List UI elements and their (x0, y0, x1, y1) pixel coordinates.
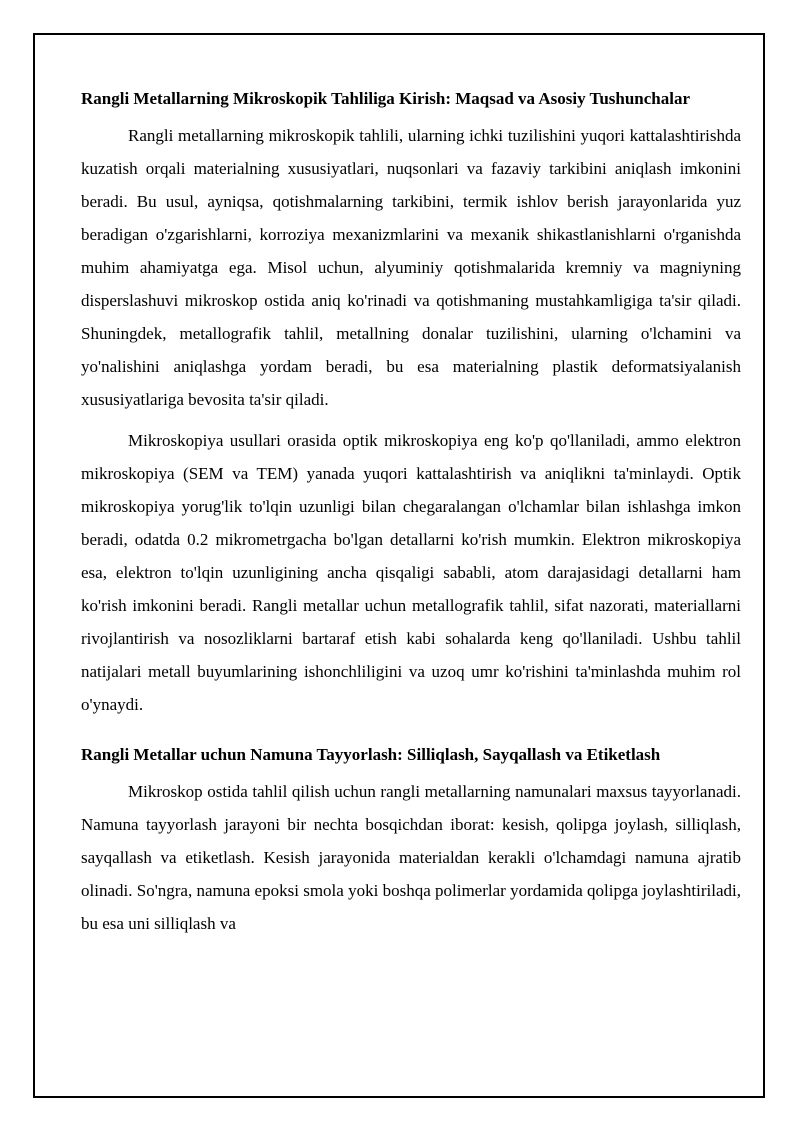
section-heading-introduction: Rangli Metallarning Mikroskopik Tahliliga Kirish: Maqsad va Asosiy Tushunchalar (81, 89, 691, 108)
paragraph-sample-preparation-1: Mikroskop ostida tahlil qilish uchun rangli metallarning namunalari maxsus tayyorlanadi. Namuna tayyorlash jarayoni bir nechta bosqichdan iborat: kesish, qolipga joylash, silliqlash, sayqallash va etiketlash. Kesish jarayonida materialdan kerakli o'lchamdagi namuna ajratib olinadi. So'ngra, namuna epoksi smola yoki boshqa polimerlar yordamida qolipga joylashtiriladi, bu esa uni silliqlash va (81, 782, 741, 933)
paragraph-introduction-1: Rangli metallarning mikroskopik tahlili, ularning ichki tuzilishini yuqori kattalashtirishda kuzatish orqali materialning xususiyatlari, nuqsonlari va fazaviy tarkibini aniqlash imkonini beradi. Bu usul, ayniqsa, qotishmalarning tarkibini, termik ishlov berish jarayonlarida yuz beradigan o'zgarishlarni, korroziya mexanizmlarini va mexanik shikastlanishlarni o'rganishda muhim ahamiyatga ega. Misol uchun, alyuminiy qotishmalarida kremniy va magniyning disperslashuvi mikroskop ostida aniq ko'rinadi va qotishmaning mustahkamligiga ta'sir qiladi. Shuningdek, metallografik tahlil, metallning donalar tuzilishini, ularning o'lchamini va yo'nalishini aniqlashga yordam beradi, bu esa materialning plastik deformatsiyalanish xususiyatlariga bevosita ta'sir qiladi. (81, 126, 741, 409)
paragraph-introduction-2: Mikroskopiya usullari orasida optik mikroskopiya eng ko'p qo'llaniladi, ammo elektron mikroskopiya (SEM va TEM) yanada yuqori kattalashtirish va aniqlikni ta'minlaydi. Optik mikroskopiya yorug'lik to'lqin uzunligi bilan chegaralangan o'lchamlar bilan ishlashga imkon beradi, odatda 0.2 mikrometrgacha bo'lgan detallarni ko'rish mumkin. Elektron mikroskopiya esa, elektron to'lqin uzunligining ancha qisqaligi sababli, atom darajasidagi detallarni ham ko'rish imkonini beradi. Rangli metallar uchun metallografik tahlil, sifat nazorati, materiallarni rivojlantirish va nosozliklarni bartaraf etish kabi sohalarda keng qo'llaniladi. Ushbu tahlil natijalari metall buyumlarining ishonchliligini va uzoq umr ko'rishini ta'minlashda muhim rol o'ynaydi. (81, 431, 741, 714)
section-heading-sample-preparation: Rangli Metallar uchun Namuna Tayyorlash: Silliqlash, Sayqallash va Etiketlash (81, 745, 661, 764)
document-content (81, 87, 741, 948)
